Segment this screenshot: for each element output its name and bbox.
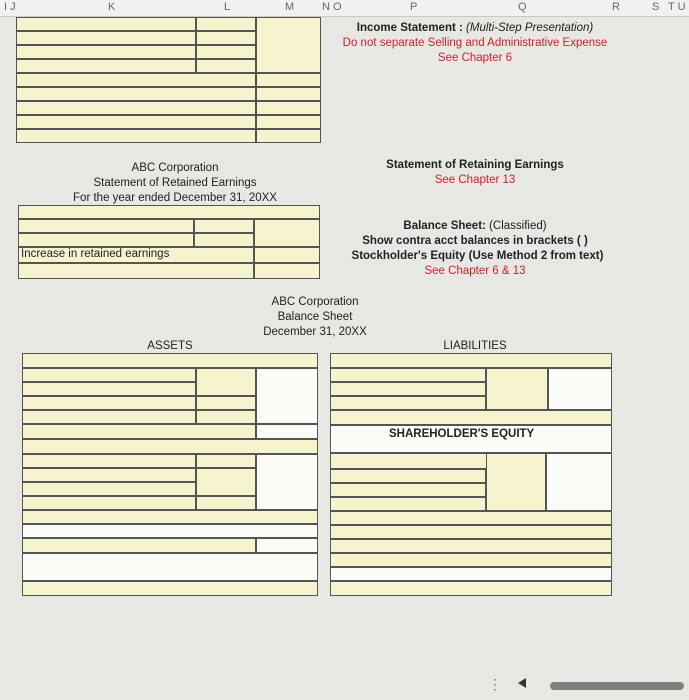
cell[interactable] [18, 219, 194, 233]
liabilities-grid [330, 353, 612, 597]
col-header-p[interactable]: P [410, 1, 418, 13]
cell[interactable] [18, 233, 194, 247]
cell[interactable] [330, 410, 612, 425]
cell[interactable] [330, 469, 486, 483]
re-note-title: Statement of Retaining Earnings [386, 159, 564, 171]
cell[interactable] [330, 497, 486, 511]
cell[interactable] [194, 219, 254, 233]
cell[interactable] [22, 581, 318, 596]
bs-note-title [345, 219, 605, 234]
cell[interactable] [22, 368, 196, 382]
cell[interactable] [22, 396, 196, 410]
re-statement-title: Statement of Retained Earnings [93, 177, 257, 189]
bs-company: ABC Corporation [271, 296, 359, 308]
equity-heading: SHAREHOLDER'S EQUITY [389, 428, 535, 440]
re-increase-row[interactable] [18, 247, 254, 263]
cell[interactable] [486, 368, 548, 410]
col-header-q[interactable]: Q [518, 1, 527, 13]
cell[interactable] [330, 567, 612, 581]
cell[interactable] [22, 510, 318, 524]
cell[interactable] [22, 353, 318, 368]
cell[interactable] [16, 101, 256, 115]
cell[interactable] [22, 454, 196, 468]
income-statement-note: Do not separate Selling and Administrative Expense [342, 37, 608, 49]
cell[interactable] [330, 396, 486, 410]
cell[interactable] [22, 553, 318, 581]
cell[interactable] [196, 496, 256, 510]
cell[interactable] [256, 129, 321, 143]
assets-heading: ASSETS [147, 340, 193, 352]
cell[interactable] [330, 382, 486, 396]
retained-earnings-grid [18, 205, 320, 280]
cell[interactable] [16, 45, 196, 59]
more-options-icon[interactable]: ⋮ [488, 676, 502, 692]
col-header-s[interactable]: S [652, 1, 660, 13]
cell[interactable] [22, 424, 256, 439]
cell[interactable] [22, 524, 318, 538]
cell[interactable] [256, 454, 318, 510]
col-header-k[interactable]: K [108, 1, 116, 13]
income-statement-title-text: Income Statement : [356, 22, 463, 34]
cell[interactable] [22, 439, 318, 454]
cell[interactable] [22, 468, 196, 482]
col-header-tu[interactable]: T U [668, 1, 686, 13]
bs-note-line2: Show contra acct balances in brackets ( ) [362, 235, 588, 247]
cell[interactable] [18, 205, 320, 219]
equity-header-row[interactable] [330, 425, 612, 453]
bs-note-title-paren: (Classified) [489, 220, 547, 232]
cell[interactable] [256, 368, 318, 424]
cell[interactable] [194, 233, 254, 247]
bs-statement-title: Balance Sheet [277, 311, 353, 323]
cell[interactable] [548, 368, 612, 410]
cell[interactable] [196, 17, 256, 31]
cell[interactable] [254, 219, 320, 247]
cell[interactable] [546, 453, 612, 511]
cell[interactable] [16, 73, 256, 87]
cell[interactable] [16, 87, 256, 101]
cell[interactable] [330, 581, 612, 596]
cell[interactable] [254, 263, 320, 279]
bs-note-title-text: Balance Sheet: [403, 220, 486, 232]
bs-date: December 31, 20XX [263, 326, 367, 338]
cell[interactable] [16, 129, 256, 143]
assets-grid [22, 353, 318, 597]
cell[interactable] [22, 496, 196, 510]
cell[interactable] [256, 101, 321, 115]
cell[interactable] [196, 31, 256, 45]
income-statement-grid [16, 17, 321, 147]
cell[interactable] [196, 59, 256, 73]
column-header-row [0, 0, 689, 17]
cell[interactable] [330, 539, 612, 553]
liabilities-heading: LIABILITIES [443, 340, 507, 352]
cell[interactable] [256, 73, 321, 87]
cell[interactable] [22, 482, 196, 496]
col-header-m[interactable]: M [285, 1, 295, 13]
income-statement-title [325, 21, 625, 36]
col-header-no[interactable]: N O [322, 1, 342, 13]
cell[interactable] [256, 17, 321, 73]
cell[interactable] [330, 511, 612, 525]
cell[interactable] [16, 59, 196, 73]
cell[interactable] [330, 553, 612, 567]
income-statement-subtitle: (Multi-Step Presentation) [466, 22, 594, 34]
cell[interactable] [256, 538, 318, 553]
income-statement-ref: See Chapter 6 [437, 52, 513, 64]
horizontal-scrollbar[interactable] [550, 682, 684, 690]
cell[interactable] [256, 115, 321, 129]
cell[interactable] [196, 454, 256, 468]
cell[interactable] [22, 410, 196, 424]
cell[interactable] [196, 468, 256, 496]
cell[interactable] [486, 453, 546, 511]
re-note-ref: See Chapter 13 [434, 174, 516, 186]
cell[interactable] [196, 396, 256, 410]
cell[interactable] [330, 368, 486, 382]
cell[interactable] [256, 424, 318, 439]
bs-note-line3: Stockholder's Equity (Use Method 2 from text) [351, 250, 604, 262]
cell[interactable] [16, 17, 196, 31]
cell[interactable] [196, 410, 256, 424]
re-period: For the year ended December 31, 20XX [73, 192, 277, 204]
cell[interactable] [330, 353, 612, 368]
cell[interactable] [256, 87, 321, 101]
re-increase-label: Increase in retained earnings [21, 248, 170, 260]
cell[interactable] [16, 31, 196, 45]
cell[interactable] [254, 247, 320, 263]
cell[interactable] [18, 263, 254, 279]
re-company: ABC Corporation [131, 162, 219, 174]
cell[interactable] [22, 382, 196, 396]
cell[interactable] [196, 368, 256, 396]
col-header-r[interactable]: R [612, 1, 620, 13]
cell[interactable] [330, 525, 612, 539]
cell[interactable] [330, 483, 486, 497]
col-header-l[interactable]: L [224, 1, 231, 13]
cell[interactable] [16, 115, 256, 129]
cell[interactable] [196, 45, 256, 59]
cell[interactable] [22, 538, 256, 553]
col-header-ij[interactable]: I J [4, 1, 16, 13]
bs-note-ref: See Chapter 6 & 13 [424, 265, 526, 277]
scroll-left-icon[interactable] [518, 678, 526, 688]
